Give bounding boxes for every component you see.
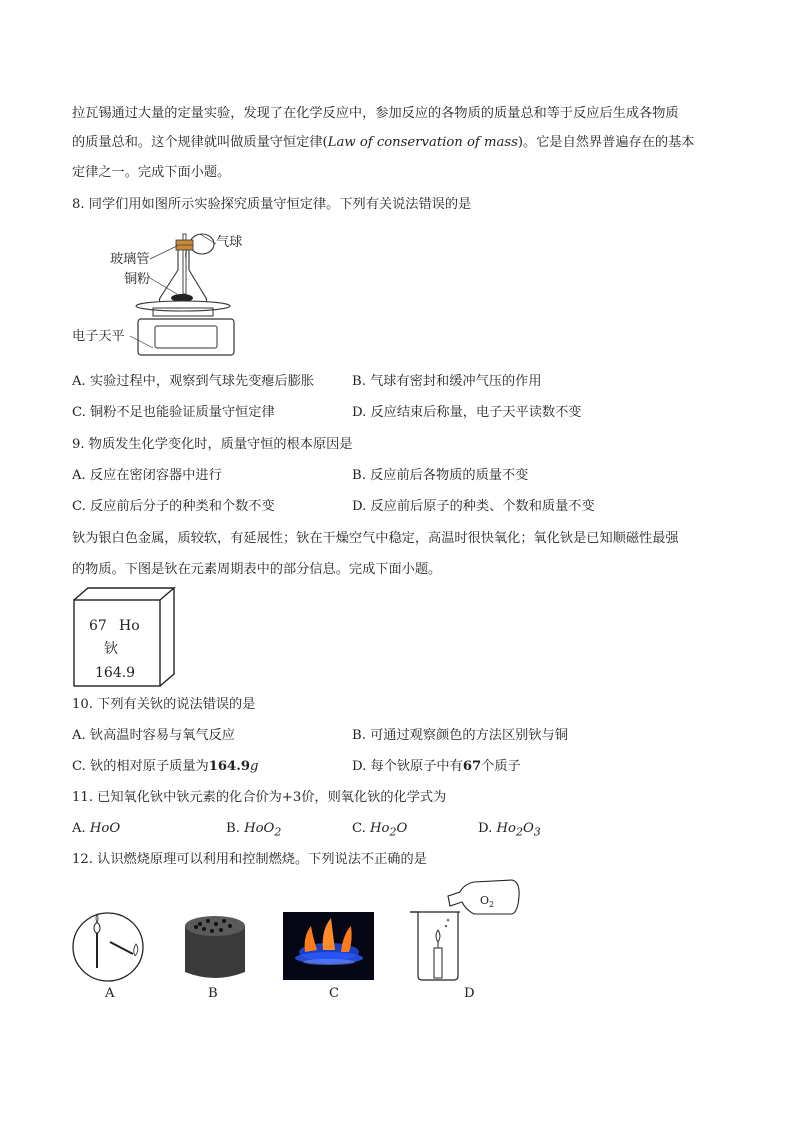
q9-option-a[interactable]: A. 反应在密闭容器中进行 (72, 468, 222, 483)
q12-label-a[interactable]: A (105, 986, 115, 1001)
formula-hoo: HoO (89, 821, 121, 836)
q11-option-b[interactable] (226, 820, 281, 842)
q10-option-d-text: D. 每个钬原子中有 (352, 759, 463, 774)
q9-stem: 9. 物质发生化学变化时，质量守恒的根本原因是 (72, 437, 353, 452)
q12-label-c[interactable]: C (329, 986, 340, 1001)
q12-figure-c-gas-flame (283, 912, 374, 980)
o2-subscript: 2 (489, 900, 495, 910)
intro-line-1: 拉瓦锡通过大量的定量实验，发现了在化学反应中，参加反应的各物质的质量总和等于反应后生成各物质 (72, 106, 679, 121)
o2-symbol: O (480, 894, 490, 907)
q8-option-a[interactable]: A. 实验过程中，观察到气球先变瘪后膨胀 (72, 374, 315, 389)
q10-stem: 10. 下列有关钬的说法错误的是 (72, 697, 256, 712)
q11-option-a[interactable] (72, 820, 120, 838)
label-balance: 电子天平 (72, 329, 125, 344)
label-copper-powder: 铜粉 (124, 272, 151, 287)
q9-option-d[interactable]: D. 反应前后原子的种类、个数和质量不变 (352, 499, 595, 514)
formula-subscript: 2 (274, 825, 282, 839)
q12-figure-d-candle-oxygen (404, 876, 524, 984)
balloon-shape (190, 234, 214, 254)
option-label: D. (478, 821, 497, 836)
o2-label (480, 892, 494, 914)
q10-option-d[interactable] (352, 758, 521, 776)
formula-subscript: 3 (533, 825, 541, 839)
q11-option-c[interactable] (352, 820, 407, 842)
element-symbol: Ho (119, 618, 140, 634)
q11-stem-text-post: 价，则氧化钬的化学式为 (301, 790, 447, 805)
q12-stem: 12. 认识燃烧原理可以利用和控制燃烧。下列说法不正确的是 (72, 852, 427, 867)
q11-option-d[interactable] (478, 820, 541, 842)
q10-option-b[interactable]: B. 可通过观察颜色的方法区别钬与铜 (352, 728, 568, 743)
formula-ho2o: Ho (370, 821, 390, 836)
formula-ho2o3: Ho (496, 821, 516, 836)
q12-label-b[interactable]: B (208, 986, 218, 1001)
balance-body-shape (138, 319, 234, 355)
q11-valence: +3 (281, 790, 302, 805)
option-label: C. (352, 821, 371, 836)
q10-option-c[interactable] (72, 758, 258, 776)
element-atomic-number: 67 (89, 618, 107, 634)
q11-stem-text: 11. 已知氧化钬中钬元素的化合价为 (72, 790, 282, 805)
formula-subscript: 2 (515, 825, 523, 839)
formula-subscript: 2 (389, 825, 397, 839)
q12-figure-a-matches (70, 910, 150, 984)
q11-stem (72, 789, 446, 807)
option-label: B. (226, 821, 245, 836)
q9-option-b[interactable]: B. 反应前后各物质的质量不变 (352, 468, 529, 483)
option-label: A. (72, 821, 90, 836)
element-name: 钬 (104, 641, 118, 657)
q8-stem: 8. 同学们用如图所示实验探究质量守恒定律。下列有关说法错误的是 (72, 197, 472, 212)
formula-part: O (396, 821, 408, 836)
formula-hoo2: HoO (244, 821, 275, 836)
q12-figure-b-briquette (180, 912, 250, 984)
label-balloon: 气球 (216, 235, 243, 250)
balance-pan-shape (136, 301, 230, 311)
q12-label-d[interactable]: D (464, 986, 475, 1001)
q10-option-d-value: 67 (462, 759, 482, 774)
q8-option-c[interactable]: C. 铜粉不足也能验证质量守恒定律 (72, 405, 275, 420)
q9-option-c[interactable]: C. 反应前后分子的种类和个数不变 (72, 499, 275, 514)
label-glass-tube: 玻璃管 (110, 252, 150, 267)
law-name-formula: Law of conservation of mass (327, 135, 518, 150)
holmium-intro-line-1: 钬为银白色金属，质较软，有延展性；钬在干燥空气中稳定，高温时很快氧化；氧化钬是已知顺磁性最强 (72, 531, 679, 546)
q10-option-c-value: 164.9 (208, 759, 250, 774)
intro-line-3: 定律之一。完成下面小题。 (72, 165, 231, 180)
q10-option-a[interactable]: A. 钬高温时容易与氧气反应 (72, 728, 235, 743)
formula-part: O (522, 821, 534, 836)
q10-option-c-text: C. 钬的相对原子质量为 (72, 759, 209, 774)
holmium-intro-line-2: 的物质。下图是钬在元素周期表中的部分信息。完成下面小题。 (72, 562, 442, 577)
intro-line-2-b: )。它是自然界普遍存在的基本 (517, 135, 695, 150)
q8-option-d[interactable]: D. 反应结束后称量，电子天平读数不变 (352, 405, 582, 420)
element-atomic-mass: 164.9 (95, 665, 136, 681)
q10-option-d-text-post: 个质子 (481, 759, 521, 774)
q10-option-c-unit: g (250, 759, 259, 774)
intro-line-2-a: 的质量总和。这个规律就叫做质量守恒定律( (72, 135, 328, 150)
q8-option-b[interactable]: B. 气球有密封和缓冲气压的作用 (352, 374, 542, 389)
intro-line-2 (72, 134, 695, 152)
